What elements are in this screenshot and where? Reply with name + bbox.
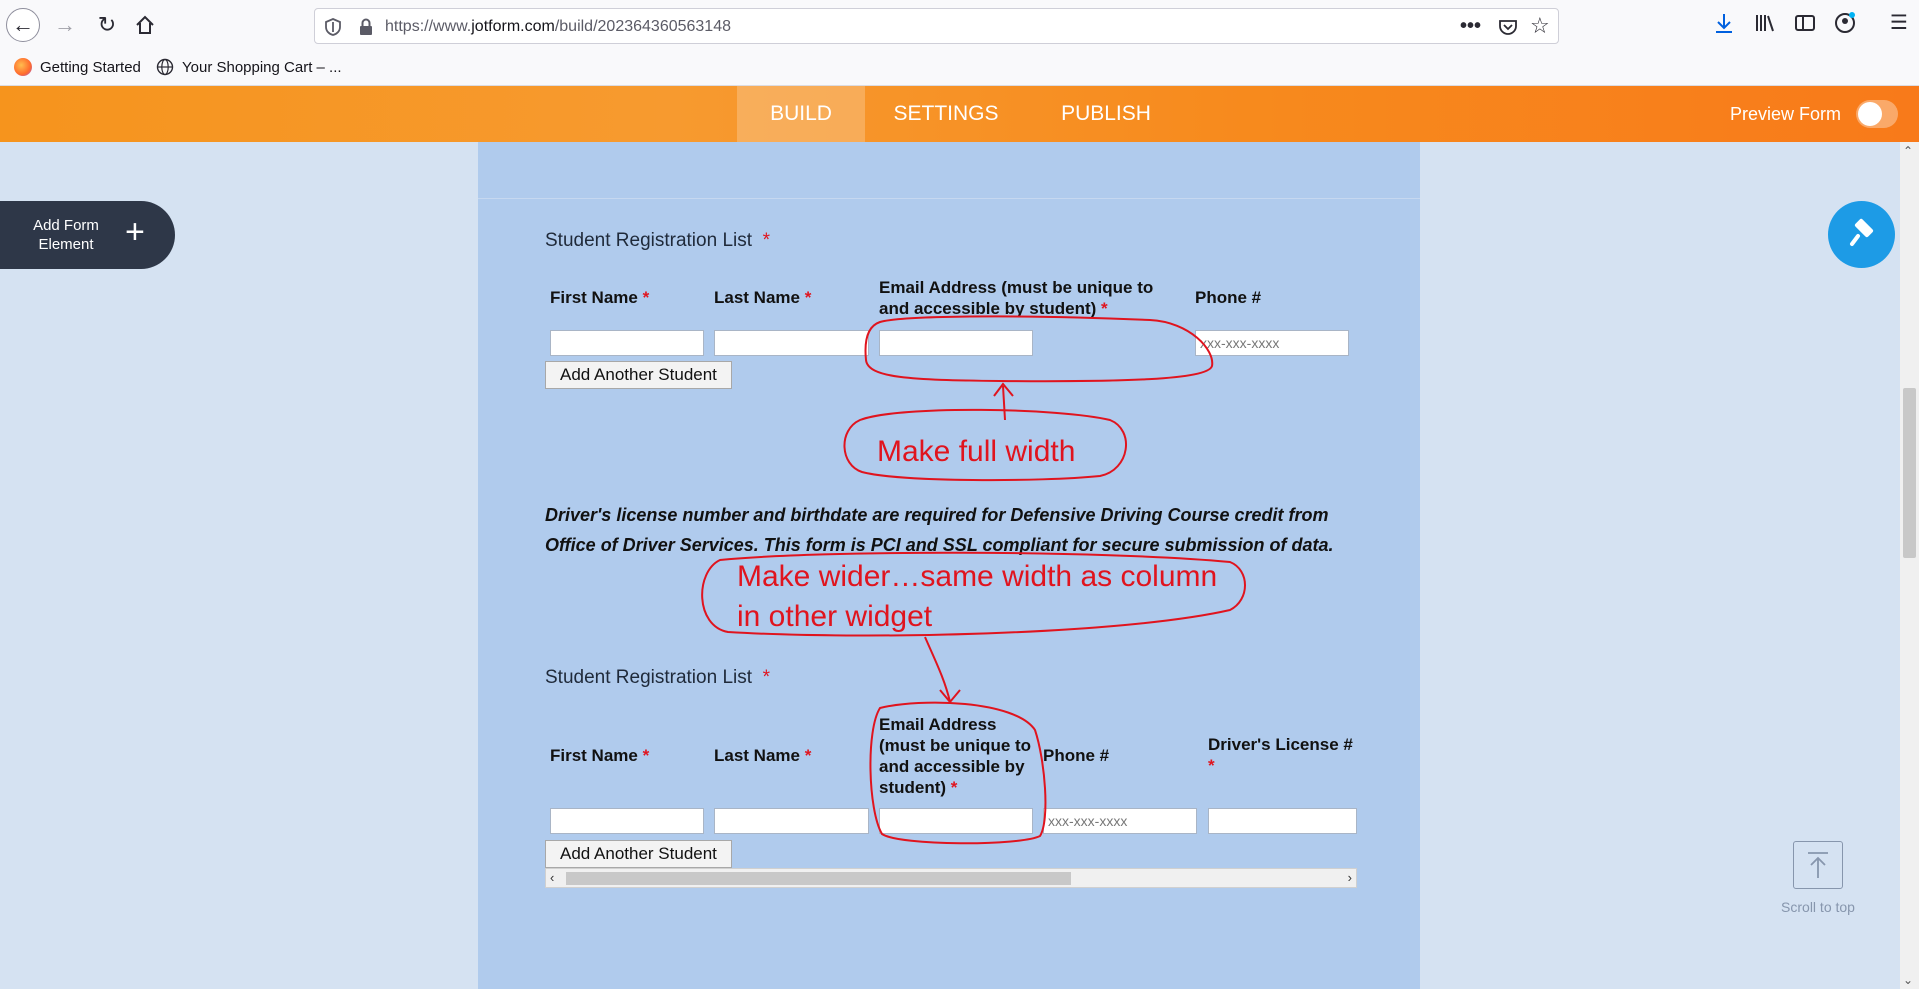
scroll-left-icon[interactable]: ‹ xyxy=(550,870,555,885)
widget1-col-last-name: Last Name * xyxy=(714,288,812,307)
firefox-icon xyxy=(14,58,32,76)
widget2-phone-input[interactable]: xxx-xxx-xxxx xyxy=(1043,808,1197,834)
form-designer-button[interactable] xyxy=(1828,201,1895,268)
widget2-license-input[interactable] xyxy=(1208,808,1357,834)
widget2-col-drivers-license: Driver's License # * xyxy=(1208,735,1353,775)
tab-publish[interactable]: PUBLISH xyxy=(1061,102,1151,125)
sidebar-icon[interactable] xyxy=(1794,12,1816,34)
add-form-element-label: Add Form Element xyxy=(33,217,99,253)
preview-form-toggle[interactable] xyxy=(1856,100,1898,128)
page-scroll-thumb[interactable] xyxy=(1903,388,1916,558)
widget1-phone-input[interactable]: xxx-xxx-xxxx xyxy=(1195,330,1349,356)
preview-form-label: Preview Form xyxy=(1730,104,1842,124)
widget2-first-name-input[interactable] xyxy=(550,808,704,834)
widget2-title: Student Registration List * xyxy=(545,667,770,688)
widget2-col-email: Email Address (must be unique to and accessible by student) * xyxy=(879,715,1032,797)
globe-icon xyxy=(156,58,174,76)
widget1-first-name-input[interactable] xyxy=(550,330,704,356)
bookmark-shopping-cart[interactable] xyxy=(156,58,342,76)
add-form-element-button[interactable] xyxy=(0,201,175,269)
library-icon[interactable] xyxy=(1754,12,1776,34)
browser-toolbar xyxy=(0,0,1919,52)
widget2-col-first-name: First Name * xyxy=(550,746,650,765)
jotform-header xyxy=(0,86,1919,142)
pocket-icon[interactable] xyxy=(1498,17,1518,37)
widget1-col-email: Email Address (must be unique to and accessible by student) * xyxy=(879,278,1154,318)
section-divider xyxy=(478,198,1420,199)
url-text: https://www.jotform.com/build/202364360563148 xyxy=(385,18,731,35)
license-notice-text: Driver's license number and birthdate are required for Defensive Driving Course credit from Office of Driver Services. This form is PCI and SSL compliant for secure submission of data. xyxy=(545,505,1334,555)
lock-icon[interactable] xyxy=(357,17,375,37)
annotation-note-wider-line1: Make wider…same width as column xyxy=(737,560,1218,593)
widget2-col-phone: Phone # xyxy=(1043,746,1110,765)
bookmark-label: Getting Started xyxy=(40,58,141,76)
tracking-shield-icon[interactable] xyxy=(323,17,343,37)
widget1-title: Student Registration List * xyxy=(545,230,770,251)
bookmark-star-icon[interactable]: ☆ xyxy=(1530,13,1550,38)
widget1-col-first-name: First Name * xyxy=(550,288,650,307)
widget1-add-student-button[interactable]: Add Another Student xyxy=(545,361,732,389)
widget1-email-input[interactable] xyxy=(879,330,1033,356)
widget1-col-phone: Phone # xyxy=(1195,288,1262,307)
scroll-to-top-button[interactable] xyxy=(1778,841,1858,915)
bookmark-label: Your Shopping Cart – ... xyxy=(182,58,342,76)
widget2-last-name-input[interactable] xyxy=(714,808,869,834)
reload-button[interactable]: ↻ xyxy=(97,12,117,37)
bookmarks-bar xyxy=(0,52,1919,86)
bookmark-getting-started[interactable] xyxy=(14,58,141,76)
widget2-col-last-name: Last Name * xyxy=(714,746,812,765)
scroll-right-icon[interactable]: › xyxy=(1347,870,1352,885)
back-button[interactable]: ← xyxy=(6,8,40,42)
arrow-up-icon xyxy=(1793,841,1843,889)
toggle-knob xyxy=(1858,102,1882,126)
annotation-note-wider-line2: in other widget xyxy=(737,600,933,633)
home-button[interactable] xyxy=(128,8,162,42)
widget1-last-name-input[interactable] xyxy=(714,330,869,356)
address-bar[interactable] xyxy=(314,8,1559,44)
menu-icon[interactable]: ☰ xyxy=(1890,12,1908,34)
plus-icon: + xyxy=(125,213,145,251)
widget2-horizontal-scrollbar[interactable] xyxy=(545,868,1357,888)
tab-settings[interactable]: SETTINGS xyxy=(893,102,999,125)
forward-button[interactable]: → xyxy=(54,12,76,37)
home-icon xyxy=(134,14,156,36)
paint-roller-icon xyxy=(1845,218,1879,252)
tab-build[interactable]: BUILD xyxy=(737,86,865,142)
scroll-up-icon[interactable]: ⌃ xyxy=(1903,144,1914,158)
widget2-add-student-button[interactable]: Add Another Student xyxy=(545,840,732,868)
scroll-to-top-label: Scroll to top xyxy=(1781,899,1855,915)
widget2-email-input[interactable] xyxy=(879,808,1033,834)
page-actions-icon[interactable]: ••• xyxy=(1460,15,1482,37)
account-icon[interactable] xyxy=(1834,12,1856,34)
page-scrollbar[interactable] xyxy=(1900,142,1919,989)
scroll-thumb[interactable] xyxy=(566,872,1071,885)
downloads-icon[interactable] xyxy=(1713,12,1735,34)
scroll-down-icon[interactable]: ⌄ xyxy=(1903,973,1914,987)
annotation-note-full-width: Make full width xyxy=(877,435,1076,468)
